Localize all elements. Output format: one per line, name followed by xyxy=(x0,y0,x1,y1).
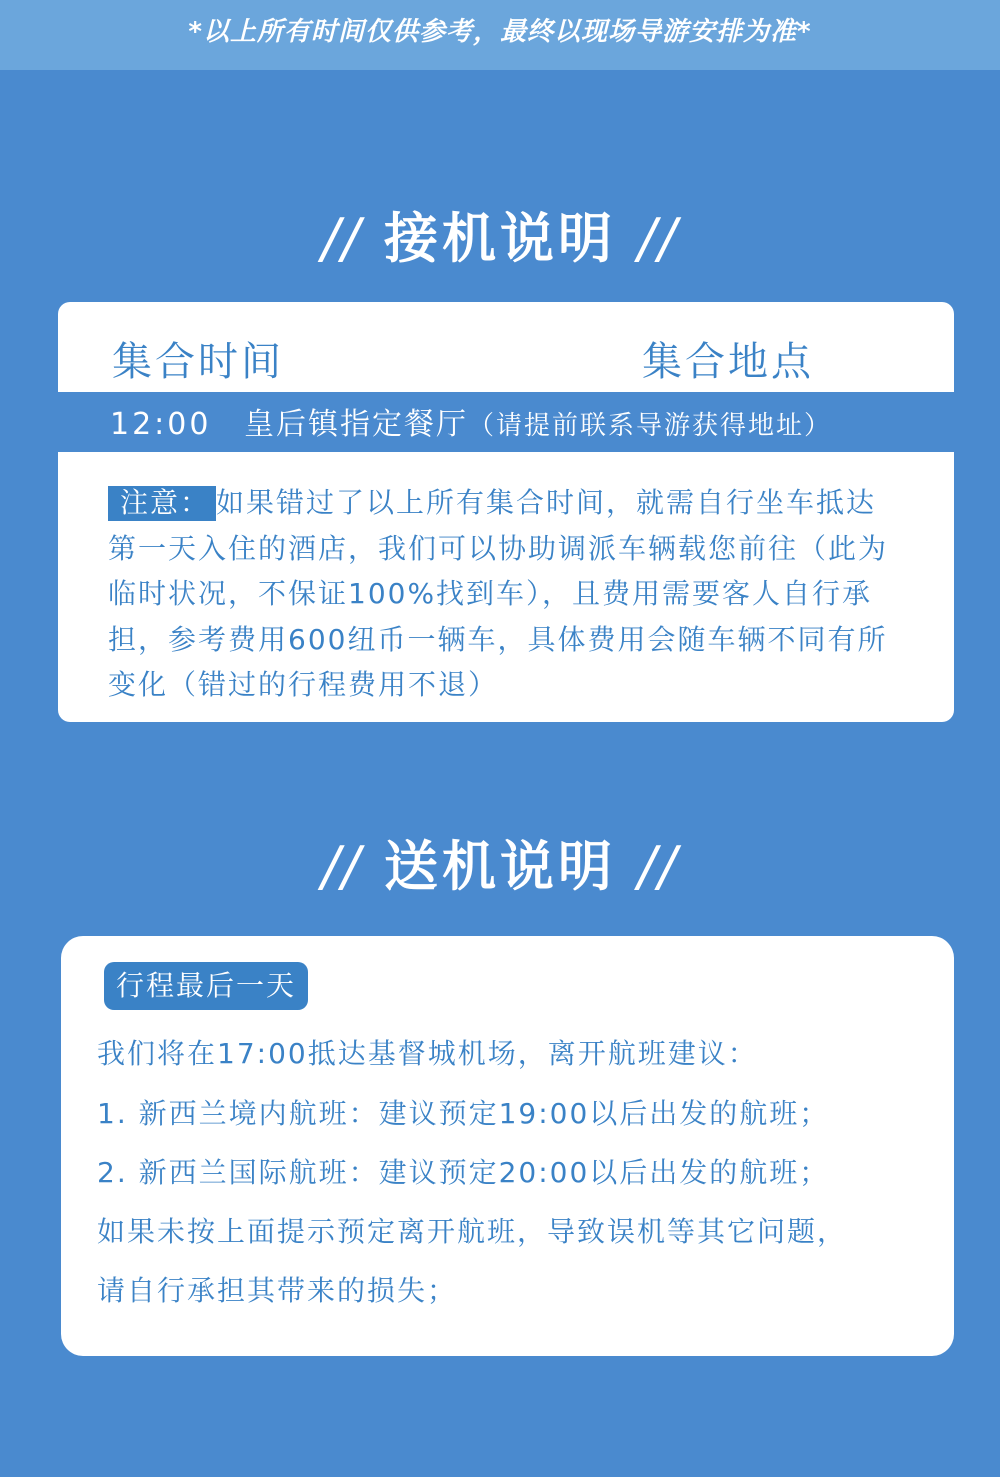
meeting-time: 12:00 xyxy=(110,407,212,442)
notice-paragraph xyxy=(108,480,888,708)
notice-text: 如果错过了以上所有集合时间，就需自行坐车抵达第一天入住的酒店，我们可以协助调派车辆载您前往（此为临时状况，不保证100%找到车），且费用需要客人自行承担，参考费用600纽币一辆车，具体费用会随车辆不同有所变化（错过的行程费用不退） xyxy=(108,486,889,701)
meeting-place-name: 皇后镇指定餐厅 xyxy=(244,407,468,442)
dropoff-title-text: 送机说明 xyxy=(384,835,616,898)
title-decoration-right: // xyxy=(638,207,679,270)
title-decoration-left: // xyxy=(321,207,362,270)
pickup-section-title xyxy=(0,196,1000,273)
title-decoration-left: // xyxy=(321,835,362,898)
meeting-place xyxy=(244,392,832,459)
meeting-table-header xyxy=(58,302,954,392)
dropoff-arrival-line: 我们将在17:00抵达基督城机场，离开航班建议： xyxy=(97,1037,758,1070)
meeting-place-note: （请提前联系导游获得地址） xyxy=(468,411,833,441)
dropoff-international-flight-line: 2. 新西兰国际航班：建议预定20:00以后出发的航班； xyxy=(97,1156,830,1189)
dropoff-section-title xyxy=(0,824,1000,901)
column-header-place: 集合地点 xyxy=(642,339,814,385)
column-header-time: 集合时间 xyxy=(112,339,284,385)
disclaimer-banner: *以上所有时间仅供参考，最终以现场导游安排为准* xyxy=(0,0,1000,70)
dropoff-warning-line: 如果未按上面提示预定离开航班，导致误机等其它问题， xyxy=(97,1215,848,1248)
pickup-notice-card xyxy=(58,452,954,722)
last-day-badge: 行程最后一天 xyxy=(104,962,308,1010)
dropoff-domestic-flight-line: 1. 新西兰境内航班：建议预定19:00以后出发的航班； xyxy=(97,1097,830,1130)
title-decoration-right: // xyxy=(638,835,679,898)
dropoff-card xyxy=(61,936,954,1356)
dropoff-warning-line-2: 请自行承担其带来的损失； xyxy=(97,1274,458,1307)
notice-label: 注意： xyxy=(108,486,216,521)
meeting-row xyxy=(58,392,954,452)
pickup-title-text: 接机说明 xyxy=(384,207,616,270)
